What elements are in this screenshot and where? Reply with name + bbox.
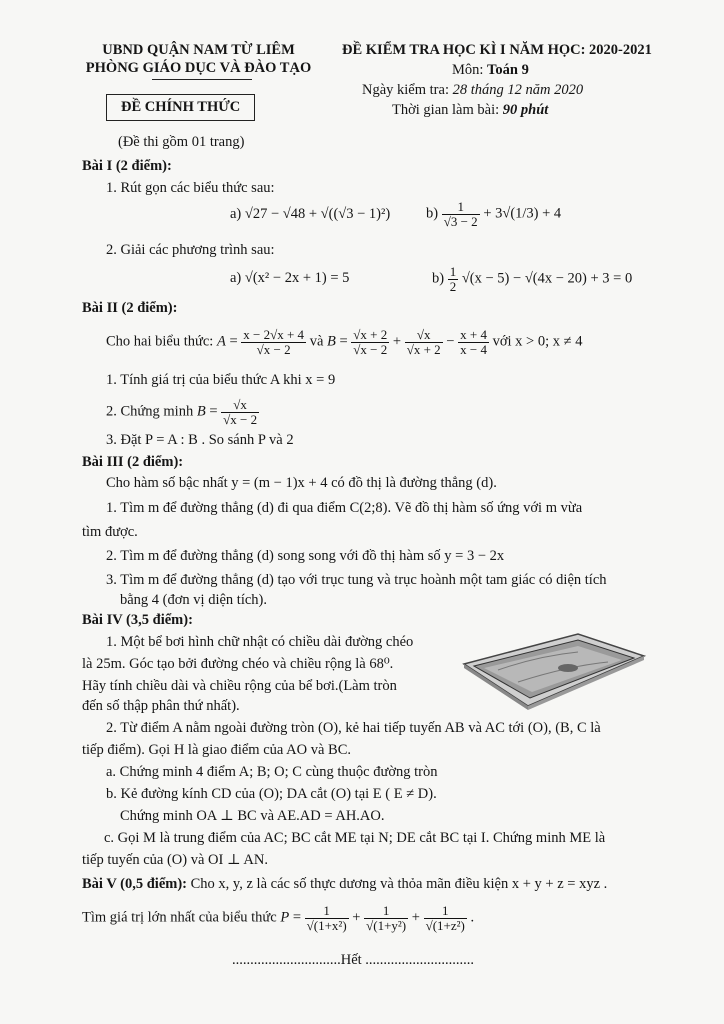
org-line2: PHÒNG GIÁO DỤC VÀ ĐÀO TẠO (85, 60, 312, 76)
bai2-intro: Cho hai biểu thức: (106, 333, 214, 350)
bai4-b: b. Kẻ đường kính CD của (O); DA cắt (O) tại E ( E ≠ D). (106, 786, 437, 802)
bai1-q2b (432, 265, 632, 293)
bai2-q2: 2. Chứng minh (106, 403, 194, 420)
q1b-rest: + 3√(1/3) + 4 (483, 205, 562, 222)
time-line (392, 102, 548, 119)
pages-note: (Đề thi gồm 01 trang) (118, 134, 245, 150)
official-badge: ĐỀ CHÍNH THỨC (106, 94, 255, 121)
expr-a: $\frac{x - 2√x + 4}{√x - 2}$ (243, 327, 305, 357)
time-label: Thời gian làm bài: (392, 102, 500, 118)
bai3-q1: 1. Tìm m để đường thẳng (d) đi qua điểm C(2;8). Vẽ đồ thị hàm số ứng với m vừa (106, 500, 583, 516)
expr-b3: $\frac{x + 4}{x - 4}$ (460, 327, 487, 357)
bai4-c2: tiếp tuyến của (O) và OI ⊥ AN. (82, 852, 268, 868)
expr-b1: $\frac{√x + 2}{√x - 2}$ (353, 327, 388, 357)
p-term1: $\frac{1}{\text{√(1+x²)}}$ (306, 903, 347, 933)
bai4-p2-l1: 2. Từ điểm A nằm ngoài đường tròn (O), kẻ hai tiếp tuyến AB và AC tới (O), (B, C là (106, 720, 601, 736)
bai1-q1b (426, 200, 561, 228)
time: 90 phút (502, 102, 549, 118)
bai4-p1-l4: đến số thập phân thứ nhất). (82, 698, 240, 714)
expr-b2: $\frac{√x}{√x + 2}$ (406, 327, 441, 357)
bai3-title: Bài III (2 điểm): (82, 454, 184, 470)
org-underline (152, 79, 252, 80)
bai4-title: Bài IV (3,5 điểm): (82, 612, 193, 628)
bai2-q2-line: 2. Chứng minh B = $\frac{√x}{√x - 2}$ (106, 397, 258, 427)
q2b-prefix: b) (432, 270, 445, 287)
bai3-q1b: tìm được. (82, 524, 138, 540)
p-term3: $\frac{1}{\text{√(1+z²)}}$ (425, 903, 465, 933)
bai5-text: Cho x, y, z là các số thực dương và thỏa mãn điều kiện x + y + z = xyz . (190, 876, 608, 892)
bai5-title: Bài V (0,5 điểm): (82, 876, 187, 892)
bai2-cond: với x > 0; x ≠ 4 (492, 333, 583, 350)
bai1-q2a: a) √(x² − 2x + 1) = 5 (230, 270, 350, 286)
subject-label: Môn: (452, 62, 484, 78)
bai5-find: Tìm giá trị lớn nhất của biểu thức (82, 909, 277, 926)
bai3-q3b: bằng 4 (đơn vị diện tích). (120, 592, 267, 608)
bai2-and: và (309, 333, 324, 350)
p-term2: $\frac{1}{\text{√(1+y²)}}$ (366, 903, 407, 933)
date-line (362, 82, 583, 99)
bai5-line (82, 876, 607, 893)
bai3-intro: Cho hàm số bậc nhất y = (m − 1)x + 4 có đồ thị là đường thẳng (d). (106, 475, 497, 491)
swimming-pool-image (458, 626, 648, 712)
exam-title: ĐỀ KIỂM TRA HỌC KÌ I NĂM HỌC: 2020-2021 (342, 42, 652, 58)
q2b-rest: √(x − 5) − √(4x − 20) + 3 = 0 (461, 270, 633, 287)
bai5-find-line: Tìm giá trị lớn nhất của biểu thức P = $\frac{1}{\text{√(1+x²)}}$ + $\frac{1}{\text{√(1+y²)}}$ + $\frac{1}{\text{√(1+z²)}}$ . (82, 903, 475, 933)
bai4-p1-l3: Hãy tính chiều dài và chiều rộng của bể bơi.(Làm tròn (82, 678, 397, 694)
bai4-c: c. Gọi M là trung điểm của AC; BC cắt ME tại N; DE cắt BC tại I. Chứng minh ME là (104, 830, 606, 846)
bai2-q1: 1. Tính giá trị của biểu thức A khi x = 9 (106, 372, 336, 388)
bai2-intro-line: Cho hai biểu thức: A = $\frac{x - 2√x + 4}{√x - 2}$ và B = $\frac{√x + 2}{√x - 2}$ + $\frac{√x}{√x + 2}$ − $\frac{x + 4}{x - 4}$ với x > 0; x ≠ 4 (106, 327, 583, 357)
bai4-p2-l2: tiếp điểm). Gọi H là giao điểm của AO và BC. (82, 742, 352, 758)
bai3-q3: 3. Tìm m để đường thẳng (d) tạo với trục tung và trục hoành một tam giác có diện tích (106, 572, 607, 588)
bai4-b2: Chứng minh OA ⊥ BC và AE.AD = AH.AO. (120, 808, 385, 824)
expr-b-result: $\frac{√x}{√x - 2}$ (223, 397, 258, 427)
bai1-title: Bài I (2 điểm): (82, 158, 172, 174)
bai1-q2: 2. Giải các phương trình sau: (106, 242, 275, 258)
bai4-a: a. Chứng minh 4 điểm A; B; O; C cùng thuộc đường tròn (106, 764, 438, 780)
bai4-p1-l2: là 25m. Góc tạo bởi đường chéo và chiều rộng là 68⁰. (82, 656, 394, 672)
bai1-q1a: a) √27 − √48 + √((√3 − 1)²) (230, 206, 391, 222)
footer-end: ..............................Hết .............................. (232, 952, 475, 968)
bai2-q3: 3. Đặt P = A : B . So sánh P và 2 (106, 432, 294, 448)
q1b-fraction: $\frac{1}{√3 - 2}$ (443, 199, 478, 229)
q2b-fraction: $\frac{1}{2}$ (449, 264, 457, 294)
bai1-q1: 1. Rút gọn các biểu thức sau: (106, 180, 275, 196)
bai2-title: Bài II (2 điểm): (82, 300, 178, 316)
org-line1: UBND QUẬN NAM TỪ LIÊM (102, 42, 295, 58)
subject-line (452, 62, 529, 79)
date: 28 tháng 12 năm 2020 (452, 82, 584, 98)
bai4-p1-l1: 1. Một bể bơi hình chữ nhật có chiều dài đường chéo (106, 634, 414, 650)
q1b-prefix: b) (426, 205, 439, 222)
date-label: Ngày kiểm tra: (362, 82, 449, 98)
bai3-q2: 2. Tìm m để đường thẳng (d) song song với đồ thị hàm số y = 3 − 2x (106, 548, 505, 564)
subject: Toán 9 (487, 62, 529, 78)
